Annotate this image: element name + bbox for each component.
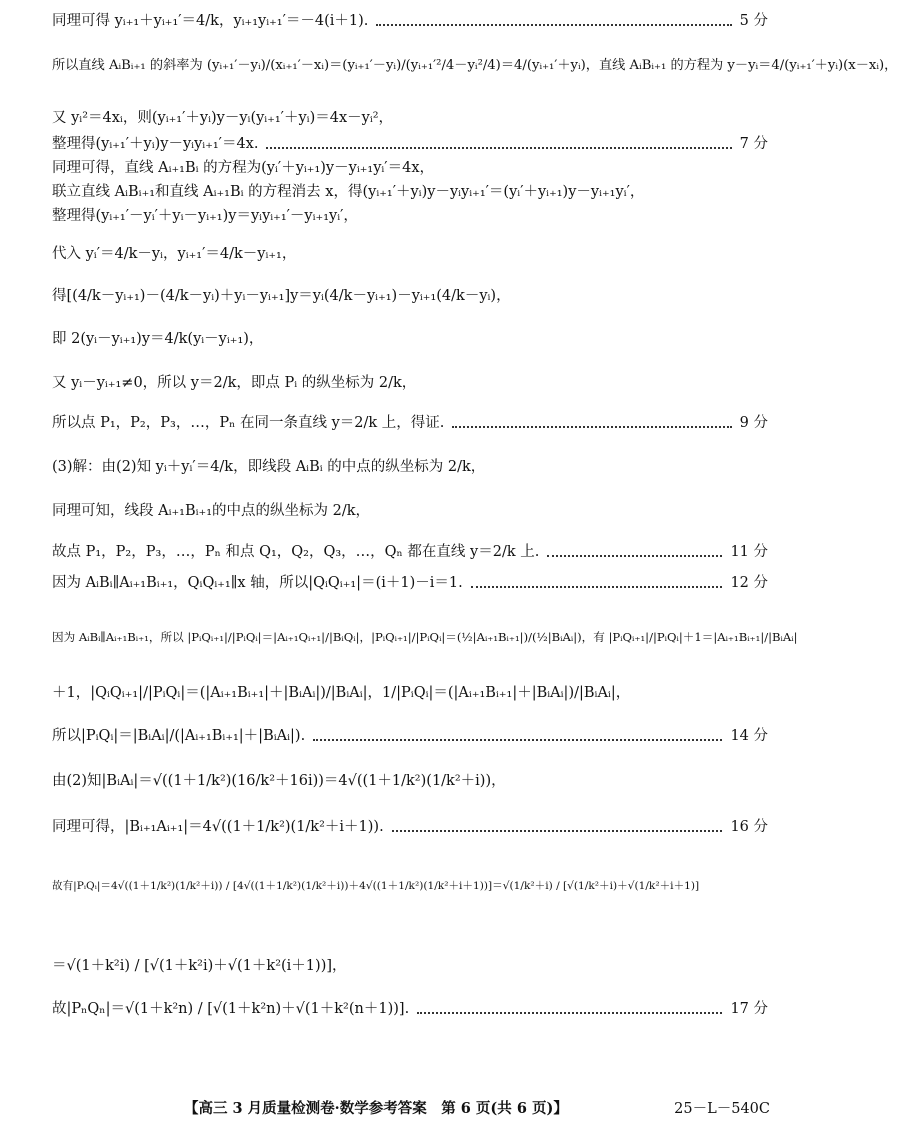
line-16 [52, 574, 768, 592]
line-5 [52, 159, 768, 177]
line-19 [52, 727, 768, 745]
line-text: 故|PₙQₙ|＝√(1＋k²n) / [√(1＋k²n)＋√(1＋k²(n＋1))]. [52, 1001, 410, 1017]
line-22 [52, 880, 768, 893]
line-23 [52, 957, 768, 975]
line-text: 由(2)知|BᵢAᵢ|＝√((1＋1/k²)(16/k²＋16i))＝4√((1＋1/k²)(1/k²＋i))， [52, 773, 506, 789]
line-11 [52, 374, 768, 392]
line-text: 因为 AᵢBᵢ∥Aᵢ₊₁Bᵢ₊₁，QᵢQᵢ₊₁∥x 轴，所以|QᵢQᵢ₊₁|＝(i＋1)－i＝1. [52, 575, 463, 591]
line-8 [52, 245, 768, 263]
leader-dots [392, 830, 723, 832]
score-label: 9 分 [739, 415, 768, 431]
line-text: 整理得(yᵢ₊₁′－yᵢ′＋yᵢ－yᵢ₊₁)y＝yᵢyᵢ₊₁′－yᵢ₊₁yᵢ′， [52, 208, 358, 224]
footer-code: 25－L－540C [674, 1101, 770, 1117]
line-15 [52, 543, 768, 561]
line-20 [52, 772, 768, 790]
line-7 [52, 207, 768, 225]
line-text: 因为 AᵢBᵢ∥Aᵢ₊₁Bᵢ₊₁，所以 |PᵢQᵢ₊₁|/|PᵢQᵢ|＝|Aᵢ₊₁Qᵢ₊₁|/|BᵢQᵢ|，|PᵢQᵢ₊₁|/|PᵢQᵢ|＝(½|Aᵢ₊₁Bᵢ₊₁|)/(½|BᵢAᵢ|)，有 |PᵢQᵢ₊₁|/|PᵢQᵢ|＋1＝|Aᵢ₊₁Bᵢ₊₁|/|BᵢAᵢ| [52, 630, 798, 644]
score-label: 12 分 [730, 575, 768, 591]
line-text: 得[(4/k－yᵢ₊₁)－(4/k－yᵢ)＋yᵢ－yᵢ₊₁]y＝yᵢ(4/k－yᵢ₊₁)－yᵢ₊₁(4/k－yᵢ)， [52, 288, 511, 304]
line-text: ＝√(1＋k²i) / [√(1＋k²i)＋√(1＋k²(i＋1))]， [52, 958, 347, 974]
line-18 [52, 684, 768, 702]
line-text: 故点 P₁，P₂，P₃，…，Pₙ 和点 Q₁，Q₂，Q₃，…，Qₙ 都在直线 y＝2/k 上. [52, 544, 540, 560]
score-label: 16 分 [730, 819, 768, 835]
line-13 [52, 458, 768, 476]
leader-dots [417, 1012, 722, 1014]
line-text: 同理可知，线段 Aᵢ₊₁Bᵢ₊₁的中点的纵坐标为 2/k， [52, 503, 371, 519]
line-text: 又 yᵢ²＝4xᵢ，则(yᵢ₊₁′＋yᵢ)y－yᵢ(yᵢ₊₁′＋yᵢ)＝4x－yᵢ²， [52, 110, 394, 126]
score-label: 11 分 [730, 544, 768, 560]
line-17 [52, 630, 798, 644]
leader-dots [471, 586, 723, 588]
line-3 [52, 109, 768, 127]
footer-title: 【高三 3 月质量检测卷·数学参考答案 第 6 页(共 6 页)】 [184, 1100, 568, 1117]
line-21 [52, 818, 768, 836]
line-text: 所以点 P₁，P₂，P₃，…，Pₙ 在同一条直线 y＝2/k 上，得证. [52, 415, 445, 431]
line-text: 所以直线 AᵢBᵢ₊₁ 的斜率为 (yᵢ₊₁′－yᵢ)/(xᵢ₊₁′－xᵢ)＝(yᵢ₊₁′－yᵢ)/(yᵢ₊₁′²/4－yᵢ²/4)＝4/(yᵢ₊₁′＋yᵢ)，直线 AᵢBᵢ₊₁ 的方程为 y－yᵢ＝4/(yᵢ₊₁′＋yᵢ)(x－xᵢ)， [52, 58, 897, 73]
leader-dots [376, 24, 731, 26]
line-text: 联立直线 AᵢBᵢ₊₁和直线 Aᵢ₊₁Bᵢ 的方程消去 x，得(yᵢ₊₁′＋yᵢ)y－yᵢyᵢ₊₁′＝(yᵢ′＋yᵢ₊₁)y－yᵢ₊₁yᵢ′， [52, 184, 645, 200]
score-label: 17 分 [730, 1001, 768, 1017]
line-12 [52, 414, 768, 432]
line-text: 整理得(yᵢ₊₁′＋yᵢ)y－yᵢyᵢ₊₁′＝4x. [52, 136, 259, 152]
score-label: 5 分 [739, 13, 768, 29]
line-text: (3)解：由(2)知 yᵢ＋yᵢ′＝4/k，即线段 AᵢBᵢ 的中点的纵坐标为 2/k， [52, 459, 486, 475]
line-text: 同理可得 yᵢ₊₁＋yᵢ₊₁′＝4/k，yᵢ₊₁yᵢ₊₁′＝－4(i＋1). [52, 13, 369, 29]
line-10 [52, 330, 768, 348]
line-6 [52, 183, 768, 201]
leader-dots [452, 426, 731, 428]
line-text: ＋1，|QᵢQᵢ₊₁|/|PᵢQᵢ|＝(|Aᵢ₊₁Bᵢ₊₁|＋|BᵢAᵢ|)/|BᵢAᵢ|，1/|PᵢQᵢ|＝(|Aᵢ₊₁Bᵢ₊₁|＋|BᵢAᵢ|)/|BᵢAᵢ|， [52, 685, 631, 701]
line-text: 即 2(yᵢ－yᵢ₊₁)y＝4/k(yᵢ－yᵢ₊₁)， [52, 331, 264, 347]
score-label: 7 分 [739, 136, 768, 152]
leader-dots [547, 555, 722, 557]
line-14 [52, 502, 768, 520]
score-label: 14 分 [730, 728, 768, 744]
line-2 [52, 58, 897, 75]
line-text: 所以|PᵢQᵢ|＝|BᵢAᵢ|/(|Aᵢ₊₁Bᵢ₊₁|＋|BᵢAᵢ|). [52, 728, 306, 744]
line-9 [52, 287, 768, 305]
line-text: 同理可得，直线 Aᵢ₊₁Bᵢ 的方程为(yᵢ′＋yᵢ₊₁)y－yᵢ₊₁yᵢ′＝4x， [52, 160, 435, 176]
leader-dots [266, 147, 731, 149]
line-text: 代入 yᵢ′＝4/k－yᵢ，yᵢ₊₁′＝4/k－yᵢ₊₁， [52, 246, 297, 262]
line-24 [52, 1000, 768, 1018]
line-text: 同理可得，|Bᵢ₊₁Aᵢ₊₁|＝4√((1＋1/k²)(1/k²＋i＋1)). [52, 819, 384, 835]
line-4 [52, 135, 768, 153]
leader-dots [313, 739, 722, 741]
page-footer [0, 1097, 800, 1119]
line-text: 故有|PᵢQᵢ|＝4√((1＋1/k²)(1/k²＋i)) / [4√((1＋1/k²)(1/k²＋i))＋4√((1＋1/k²)(1/k²＋i＋1))]＝√(1/k²＋i) / [√(1/k²＋i)＋√(1/k²＋i＋1)] [52, 880, 700, 892]
line-text: 又 yᵢ－yᵢ₊₁≠0，所以 y＝2/k，即点 Pᵢ 的纵坐标为 2/k， [52, 375, 417, 391]
line-1 [52, 12, 768, 30]
